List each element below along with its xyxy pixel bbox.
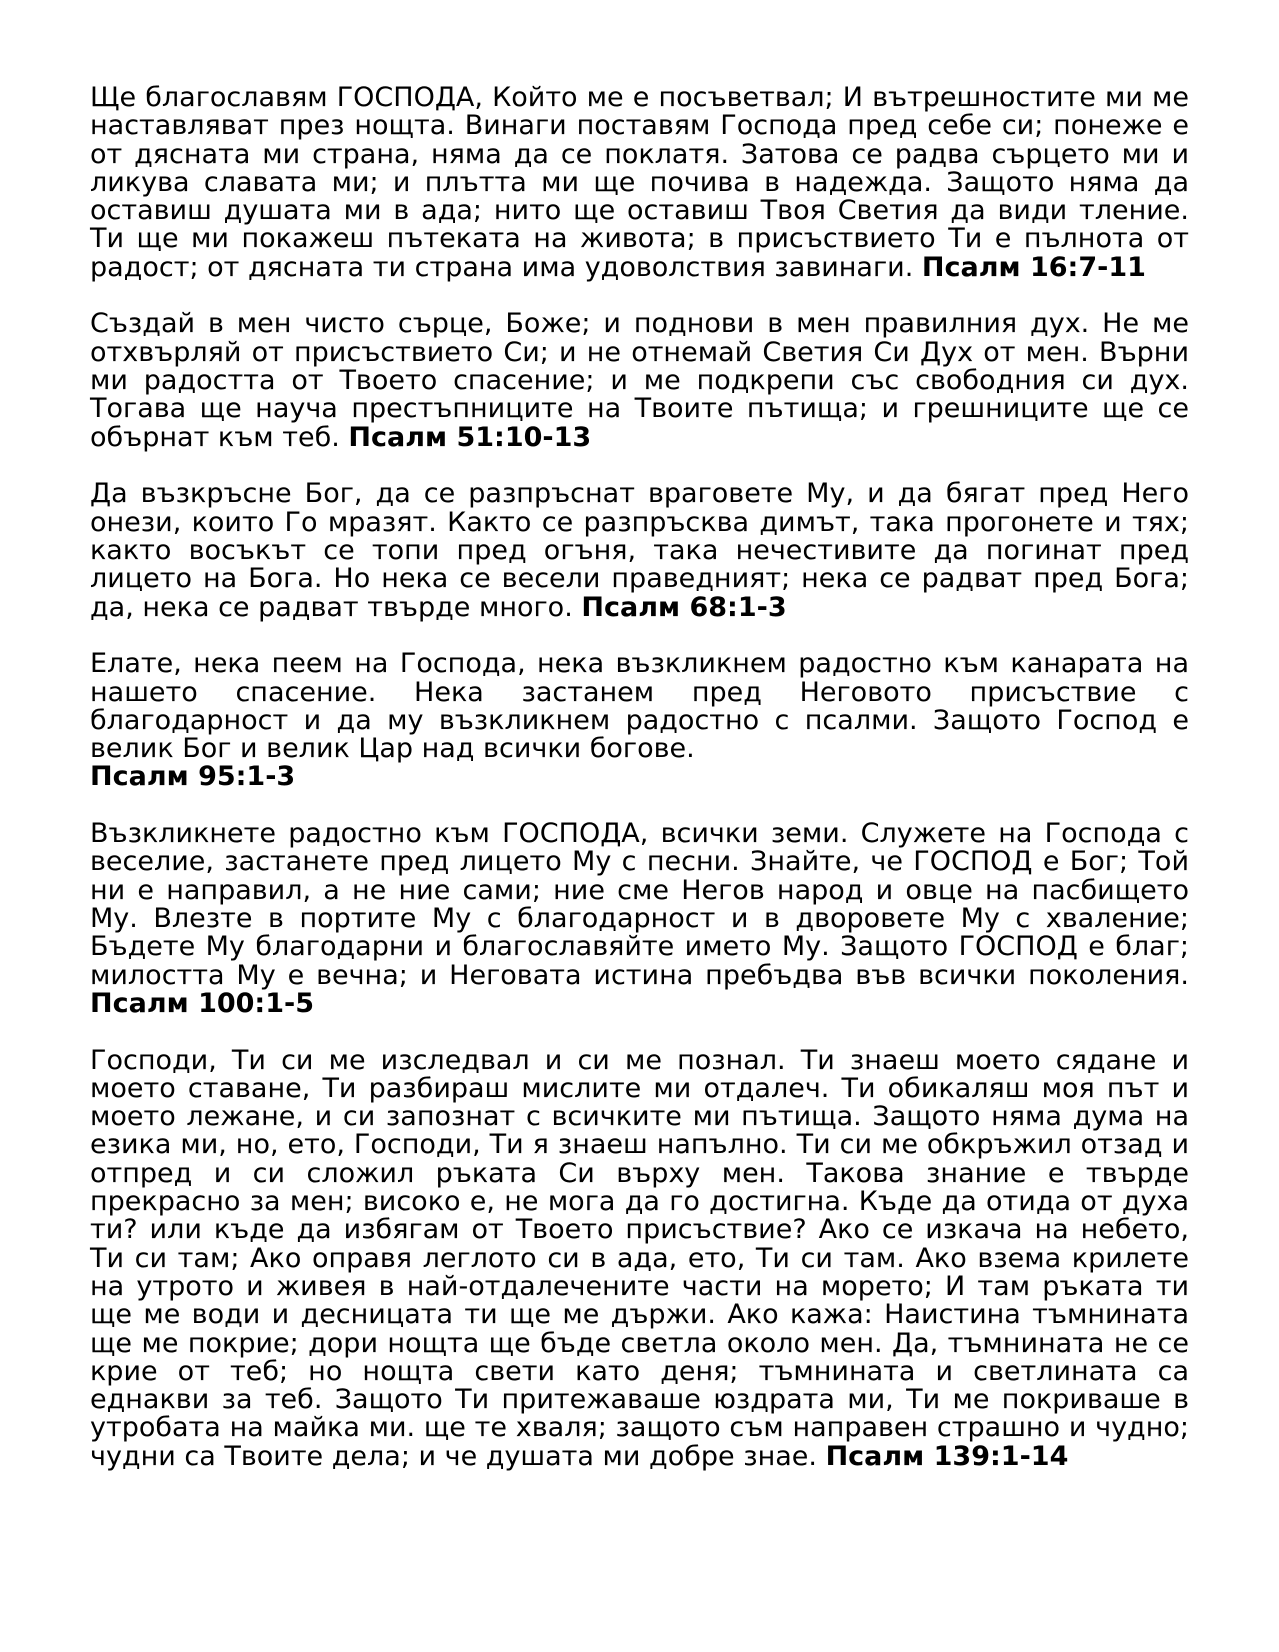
- passage-text: Да възкръсне Бог, да се разпръснат враговете Му, и да бягат пред Него онези, които Го мразят. Както се разпръсква димът, така прогонете и тях; както восъкът се топи пред огъня, така нечестивите да погинат пред лицето на Бога. Но нека се весели праведният; нека се радват пред Бога; да, нека се радват твърде много.: [90, 478, 1189, 623]
- passage-psalm-139: [90, 1044, 1189, 1472]
- passage-text: Ще благославям ГОСПОДА, Който ме е посъветвал; И вътрешностите ми ме наставляват през нощта. Винаги поставям Господа пред себе си; понеже е от дясната ми страна, няма да се поклатя. Затова се радва сърцето ми и ликува славата ми; и плътта ми ще почива в надежда. Защото няма да оставиш душата ми в ада; нито ще оставиш Твоя Светия да види тление. Ти ще ми покажеш пътеката на живота; в присъствието Ти е пълнота от радост; от дясната ти страна има удоволствия завинаги.: [90, 82, 1189, 283]
- document-page: [90, 84, 1189, 1499]
- passage-reference: Псалм 95:1-3: [90, 761, 296, 793]
- passage-reference: Псалм 68:1-3: [581, 591, 787, 623]
- passage-reference: Псалм 100:1-5: [90, 987, 315, 1019]
- passage-reference: Псалм 16:7-11: [921, 251, 1146, 283]
- passage-reference: Псалм 139:1-14: [825, 1440, 1069, 1472]
- passage-psalm-68: [90, 480, 1189, 621]
- passage-text: Господи, Ти си ме изследвал и си ме познал. Ти знаеш моето сядане и моето ставане, Ти разбираш мислите ми отдалеч. Ти обикаляш моя път и моето лежане, и си запознат с всичките ми пътища. Защото няма дума на езика ми, но, ето, Господи, Ти я знаеш напълно. Ти си ме обкръжил отзад и отпред и си сложил ръката Си върху мен. Такова знание е твърде прекрасно за мен; високо е, не мога да го достигна. Къде да отида от духа ти? или къде да избягам от Твоето присъствие? Ако се изкача на небето, Ти си там; Ако оправя леглото си в ада, ето, Ти си там. Ако взема крилете на утрото и живея в най-отдалечените части на морето; И там ръката ти ще ме води и десницата ти ще ме държи. Ако кажа: Наистина тъмнината ще ме покрие; дори нощта ще бъде светла около мен. Да, тъмнината не се крие от теб; но нощта свети като деня; тъмнината и светлината са еднакви за теб. Защото Ти притежаваше юздрата ми, Ти ме покриваше в утробата на майка ми. ще те хваля; защото съм направен страшно и чудно; чудни са Твоите дела; и че душата ми добре знае.: [90, 1044, 1189, 1472]
- passage-psalm-95: [90, 650, 1189, 791]
- passage-psalm-51: [90, 310, 1189, 451]
- passage-text: Елате, нека пеем на Господа, нека възкликнем радостно към канарата на нашето спасение. Нека застанем пред Неговото присъствие с благодарност и да му възкликнем радостно с псалми. Защото Господ е велик Бог и велик Цар над всички богове.: [90, 648, 1189, 765]
- passage-reference: Псалм 51:10-13: [348, 421, 592, 453]
- passage-psalm-16: [90, 84, 1189, 282]
- passage-text: Създай в мен чисто сърце, Боже; и поднови в мен правилния дух. Не ме отхвърляй от присъствието Си; и не отнемай Светия Си Дух от мен. Върни ми радостта от Твоето спасение; и ме подкрепи със свободния си дух. Тогава ще науча престъпниците на Твоите пътища; и грешниците ще се обърнат към теб.: [90, 308, 1189, 453]
- passage-psalm-100: [90, 820, 1189, 1018]
- passage-text: Възкликнете радостно към ГОСПОДА, всички земи. Служете на Господа с веселие, застанете пред лицето Му с песни. Знайте, че ГОСПОД е Бог; Той ни е направил, а не ние сами; ние сме Негов народ и овце на пасбището Му. Влезте в портите Му с благодарност и в дворовете Му с хваление; Бъдете Му благодарни и благославяйте името Му. Защото ГОСПОД е благ; милостта Му е вечна; и Неговата истина пребъдва във всички поколения.: [90, 818, 1189, 991]
